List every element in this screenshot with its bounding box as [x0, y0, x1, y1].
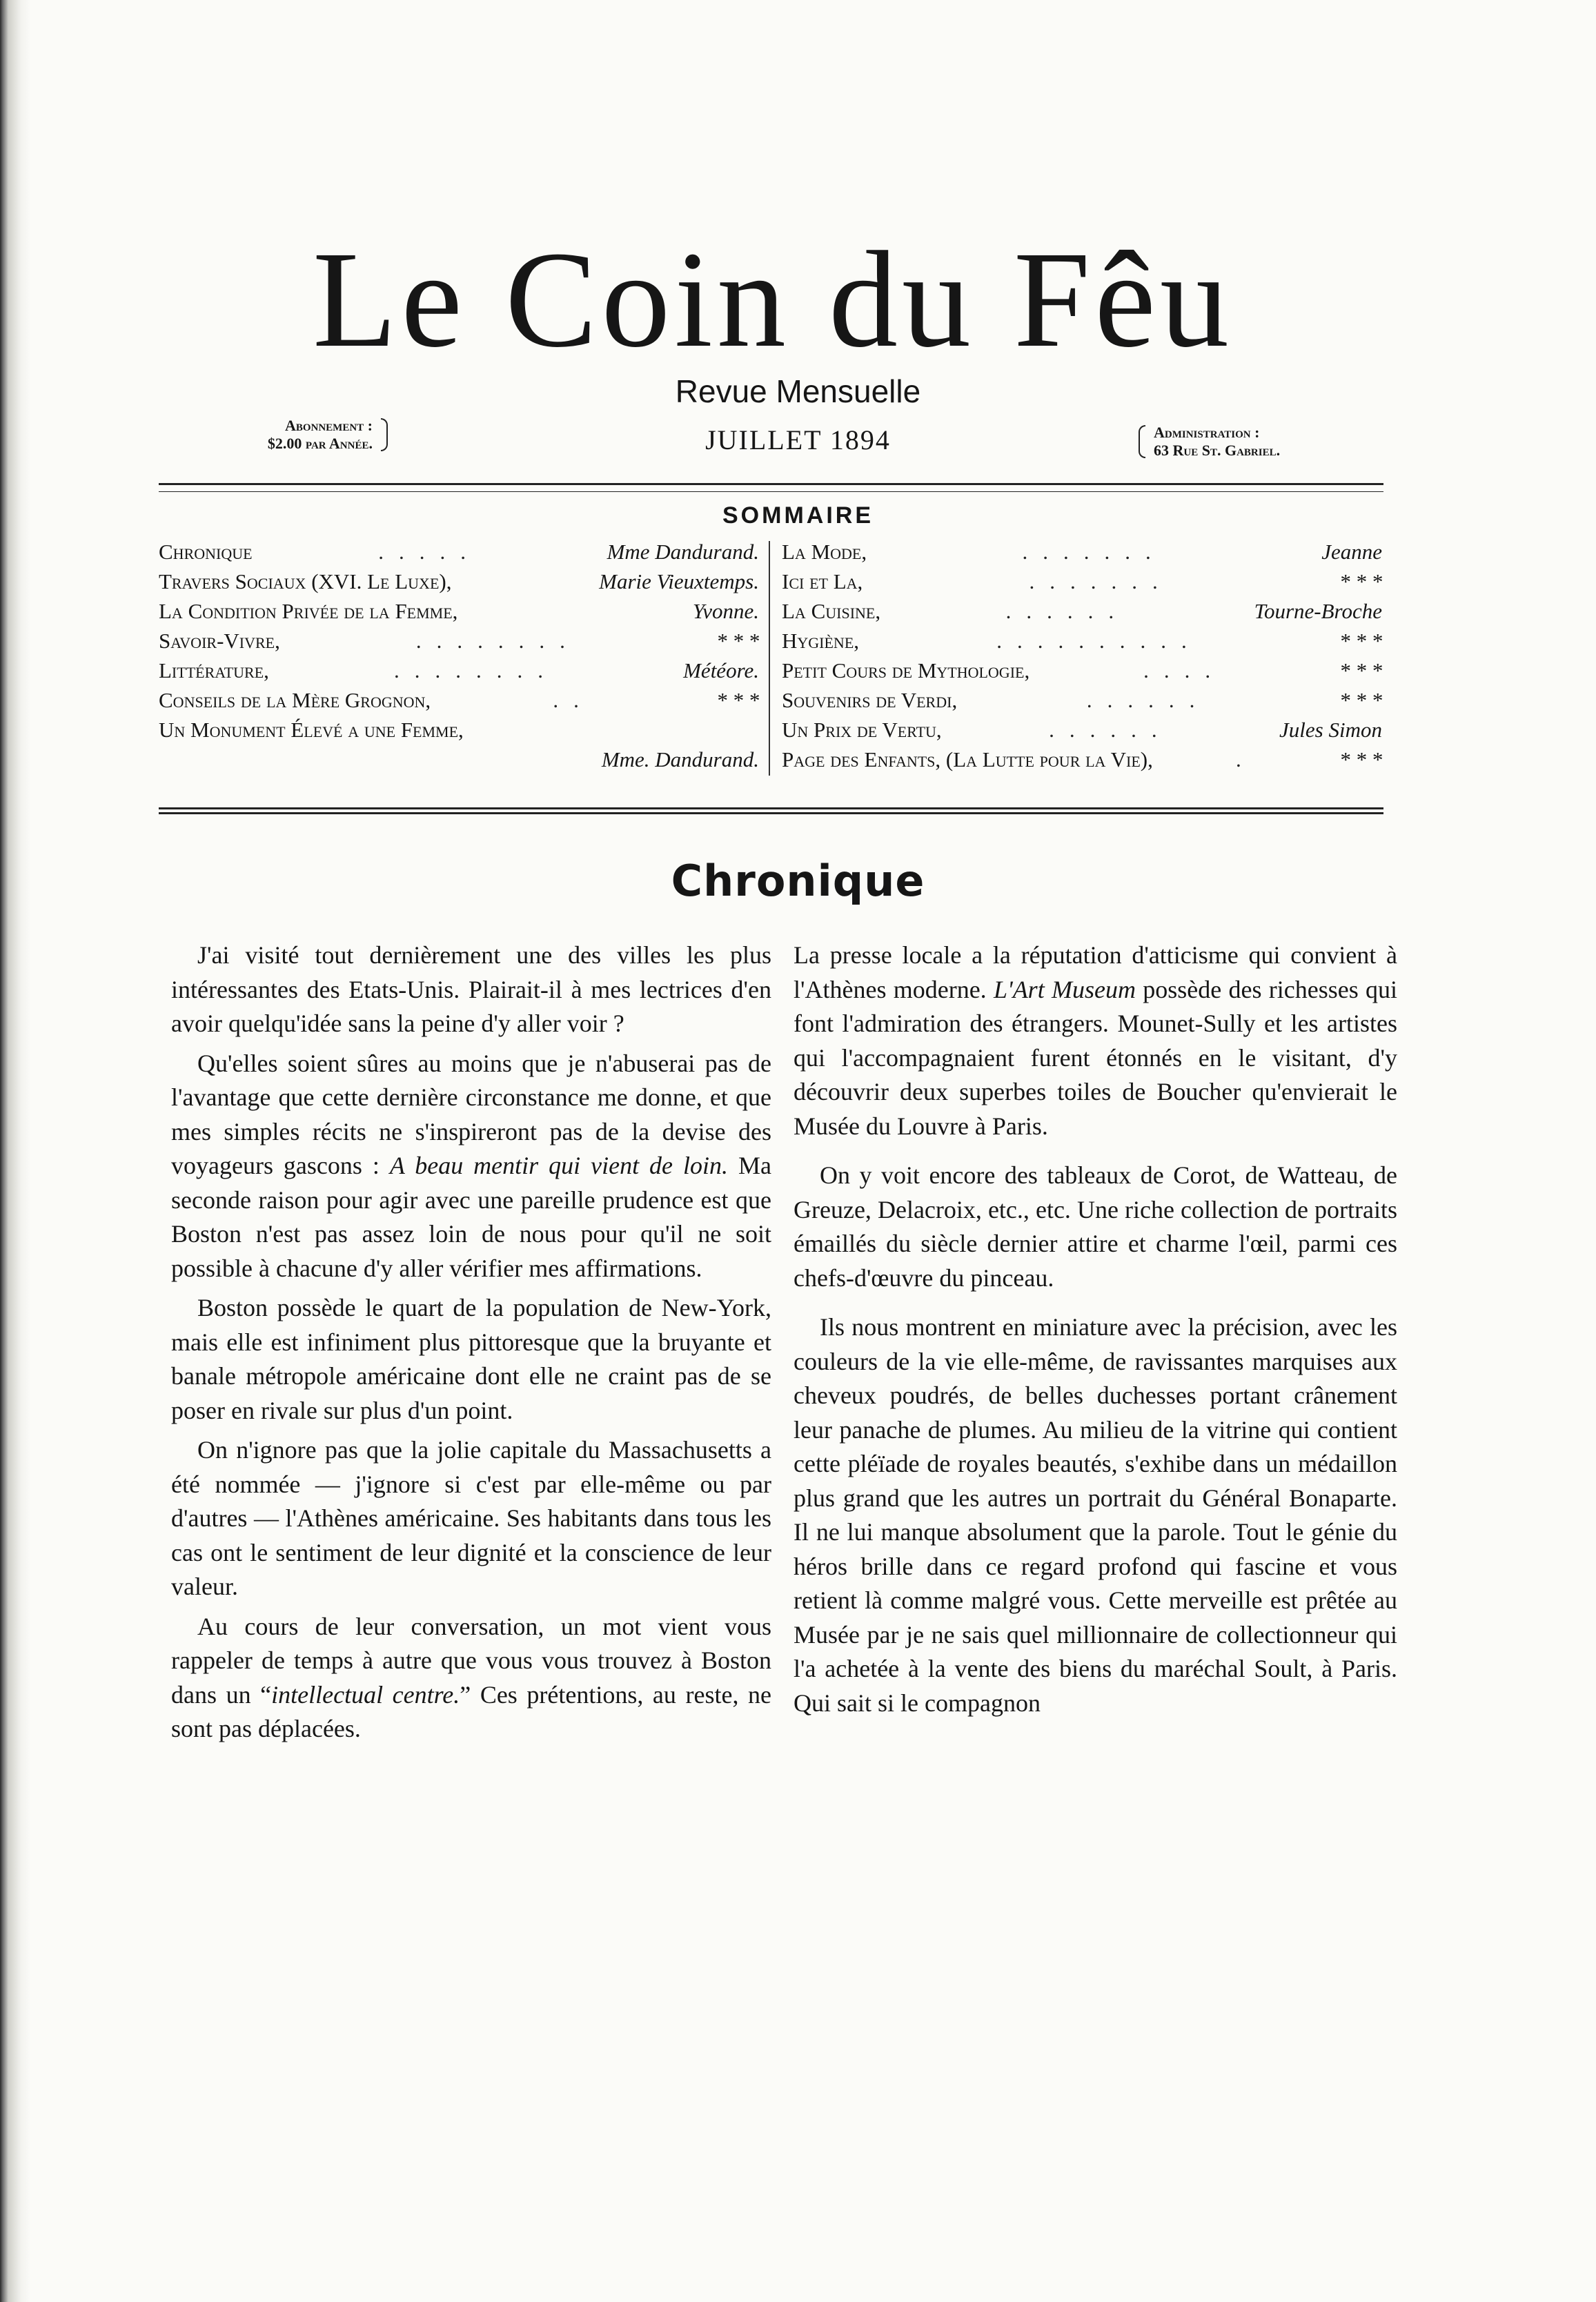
paragraph: On n'ignore pas que la jolie capitale du Massachusetts a été nommée — j'ignore si c'est par elle-même ou par d'autres — l'Athènes américaine. Ses habitants dans tous les cas ont le sentiment de leur dignité et la conscience de leur valeur.	[171, 1436, 771, 1600]
toc-entry	[782, 596, 1382, 626]
subscription-price: $2.00 par Année.	[267, 435, 373, 452]
paragraph-text: Qu'elles soient sûres au moins que je n'abuserai pas de l'avantage que cette dernière circonstance me donne, et que mes simples récits ne s'inspireront pas de la devise des voyageurs gascons :	[171, 1049, 771, 1179]
toc-entry-title: Chronique	[159, 540, 253, 564]
toc-entry-author: * * *	[1339, 688, 1382, 712]
toc-leader: ........	[394, 658, 558, 682]
toc-entry-author: Tourne-Broche	[1254, 599, 1382, 623]
toc-entry-author: Mme. Dandurand.	[601, 747, 759, 771]
administration-box	[1139, 424, 1381, 460]
toc-leader: .......	[1022, 540, 1166, 564]
toc-entry-title: Ici et La,	[782, 569, 863, 593]
toc-leader: ........	[415, 629, 580, 653]
toc-entry	[159, 537, 759, 567]
subscription-label: Abonnement :	[284, 417, 373, 434]
sommaire-bottom-rule	[159, 807, 1383, 814]
toc-entry	[782, 685, 1382, 715]
article-column-left	[171, 938, 771, 1752]
toc-leader: .	[1236, 747, 1257, 771]
toc-right-column	[782, 537, 1382, 774]
toc-entry	[159, 626, 759, 656]
toc-entry-title: Littérature,	[159, 658, 269, 682]
toc-entry	[782, 537, 1382, 567]
article-title: Chronique	[671, 856, 925, 906]
toc-entry-title: Un Prix de Vertu,	[782, 718, 942, 742]
toc-entry	[159, 596, 759, 626]
toc-entry-author: * * *	[1339, 569, 1382, 593]
toc-leader: ......	[1005, 599, 1130, 623]
toc-entry	[159, 567, 759, 596]
paragraph	[171, 1610, 771, 1747]
administration-label: Administration :	[1154, 424, 1260, 441]
toc-entry-title: Savoir-Vivre,	[159, 629, 280, 653]
toc-entry-title: Souvenirs de Verdi,	[782, 688, 958, 712]
toc-entry	[159, 656, 759, 685]
toc-entry	[159, 685, 759, 715]
toc-entry-author: * * *	[1339, 658, 1382, 682]
toc-entry-author: Marie Vieuxtemps.	[599, 569, 759, 593]
paragraph	[794, 938, 1397, 1143]
toc-entry	[782, 656, 1382, 685]
toc-entry-author: * * *	[1339, 747, 1382, 771]
paragraph: J'ai visité tout dernièrement une des villes les plus intéressantes des Etats-Unis. Plairait-il à mes lectrices d'en avoir quelqu'idée sans la peine d'y aller voir ?	[171, 941, 771, 1037]
paragraph-text: Au cours de leur conversation, un mot vient vous rappeler de temps à autre que vous vous trouvez à Boston dans un “	[171, 1612, 771, 1709]
toc-leader: ......	[1086, 688, 1210, 712]
toc-entry	[159, 715, 759, 745]
toc-leader: ....	[1143, 658, 1226, 682]
article-column-right	[794, 938, 1397, 1726]
toc-entry-title: La Mode,	[782, 540, 867, 564]
toc-entry	[782, 715, 1382, 745]
toc-entry-title: La Cuisine,	[782, 599, 881, 623]
paragraph-italic: intellectual centre.	[271, 1680, 460, 1709]
toc-entry	[782, 745, 1382, 774]
toc-entry-author: Yvonne.	[692, 599, 759, 623]
paragraph-text: La presse locale a la réputation d'atticisme qui convient à l'Athènes moderne.	[794, 941, 1397, 1003]
toc-leader: .......	[1029, 569, 1173, 593]
paragraph: Ils nous montrent en miniature avec la précision, avec les couleurs de la vie elle-même, de ravissantes marquises aux cheveux poudrés, de belles duchesses portant crânement leur panache de plumes. Au milieu de la vitrine qui contient cette pléïade de royales beautés, s'exhibe dans un médaillon plus grand que les autres un portrait du Général Bonaparte. Il ne lui manque absolument que la parole. Tout le génie du héros brille dans ce regard profond qui fascine et vous retient là comme malgré vous. Cette merveille est prêtée au Musée par je ne sais quel millionnaire de collectionneur qui l'a achetée à la vente des biens du maréchal Soult, à Paris. Qui sait si le compagnon	[794, 1313, 1397, 1717]
header-rule-thin	[159, 491, 1383, 492]
paragraph-italic: L'Art Museum	[993, 975, 1136, 1003]
masthead-title: Le Coin du Fêu	[313, 224, 1233, 376]
scanned-page-edge	[0, 0, 30, 2302]
toc-entry-author: * * *	[1339, 629, 1382, 653]
paragraph-text: possède des richesses qui font l'admiration des étrangers. Mounet-Sully et les artistes qui l'accompagnaient furent étonnés en le visitant, d'y découvrir deux superbes toiles de Boucher qu'envierait le Musée du Louvre à Paris.	[794, 975, 1397, 1140]
paragraph: On y voit encore des tableaux de Corot, de Watteau, de Greuze, Delacroix, etc., etc. Une riche collection de portraits émaillés du siècle dernier attire et charme l'œil, parmi ces chefs-d'œuvre du pinceau.	[794, 1161, 1397, 1292]
masthead-subtitle: Revue Mensuelle	[675, 373, 921, 409]
toc-entry-author: Jeanne	[1321, 540, 1382, 564]
toc-entry-title: Travers Sociaux (XVI. Le Luxe),	[159, 569, 452, 593]
toc-entry-title: Un Monument Élevé a une Femme,	[159, 718, 464, 742]
toc-leader: ......	[1049, 718, 1172, 742]
paragraph-text: Ma seconde raison pour agir avec une pareille prudence est que Boston n'est pas assez loin de nous pour qu'il ne soit possible à chacune d'y aller vérifier mes affirmations.	[171, 1152, 772, 1282]
toc-entry	[782, 567, 1382, 596]
toc-entry-author: * * *	[716, 688, 759, 712]
paragraph-italic: A beau mentir qui vient de loin.	[389, 1152, 729, 1179]
toc-entry	[782, 626, 1382, 656]
toc-leader: ..........	[996, 629, 1202, 653]
toc-leader: ..	[553, 688, 594, 712]
sommaire-heading: SOMMAIRE	[722, 502, 874, 529]
paragraph	[171, 1047, 771, 1286]
toc-entry-title: Page des Enfants, (La Lutte pour la Vie),	[782, 747, 1153, 771]
toc-entry-author: * * *	[716, 629, 759, 653]
toc-entry-title: Hygiène,	[782, 629, 860, 653]
toc-column-divider	[769, 541, 770, 776]
toc-entry-author: Jules Simon	[1279, 718, 1382, 742]
toc-entry-title: Conseils de la Mère Grognon,	[159, 688, 431, 712]
paragraph: Boston possède le quart de la population de New-York, mais elle est infiniment plus pittoresque que la bruyante et banale métropole américaine dont elle ne craint pas de se poser en rivale sur plus d'un point.	[171, 1294, 771, 1424]
toc-entry-title: La Condition Privée de la Femme,	[159, 599, 458, 623]
toc-entry-title: Petit Cours de Mythologie,	[782, 658, 1030, 682]
issue-date: JUILLET 1894	[705, 424, 891, 455]
toc-entry-author: Météore.	[683, 658, 759, 682]
subscription-box	[166, 417, 388, 453]
toc-leader: .....	[378, 540, 481, 564]
toc-entry-author: Mme Dandurand.	[607, 540, 759, 564]
toc-left-column	[159, 537, 759, 774]
paragraph-text: ” Ces prétentions, au reste, ne sont pas déplacées.	[171, 1680, 771, 1742]
header-rule	[159, 483, 1383, 485]
toc-entry-continuation	[159, 745, 759, 774]
administration-address: 63 Rue St. Gabriel.	[1154, 442, 1281, 459]
